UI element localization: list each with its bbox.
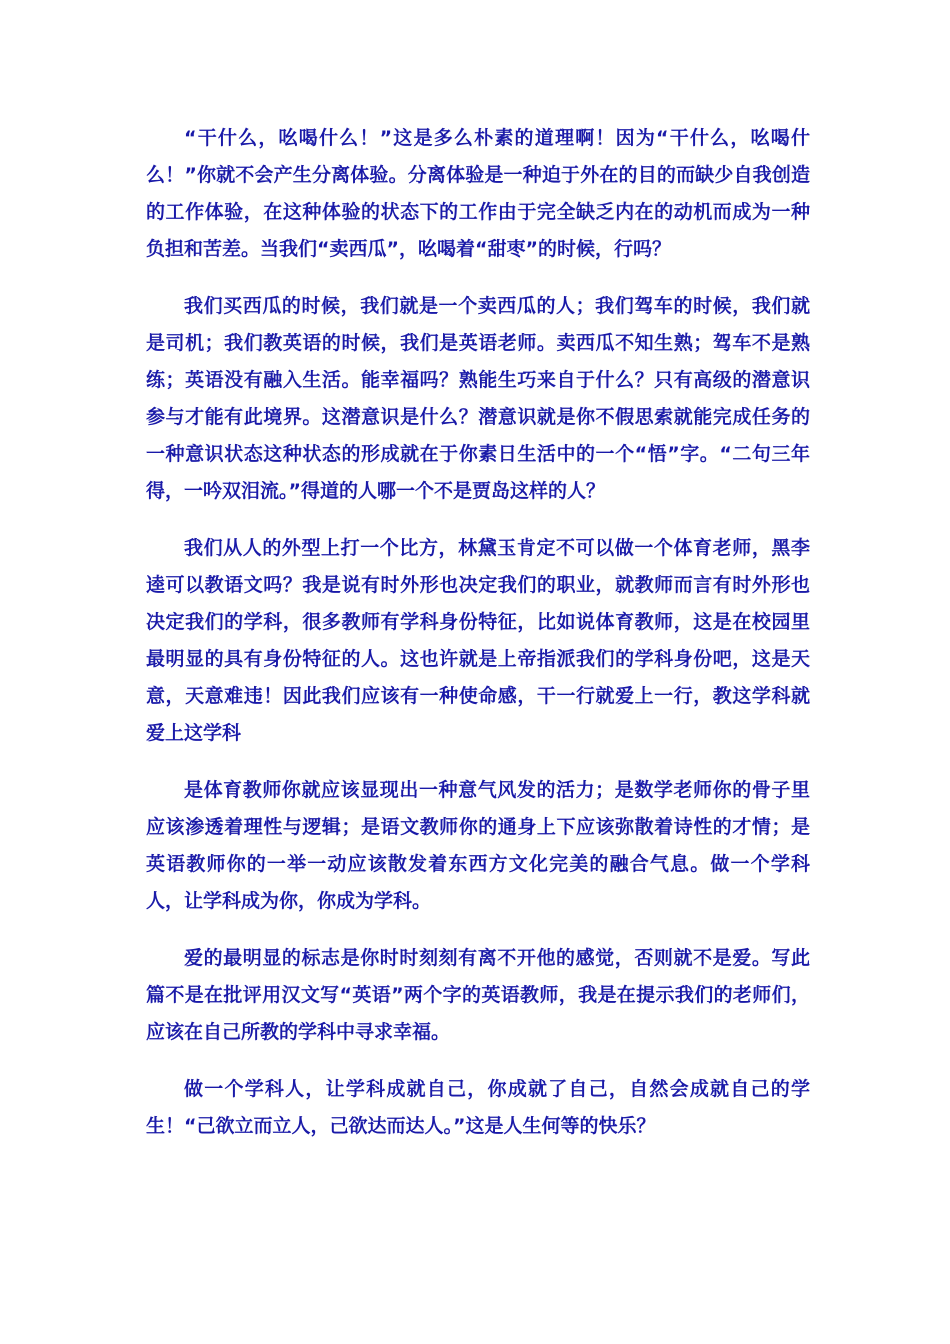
paragraph-4: 是体育教师你就应该显现出一种意气风发的活力；是数学老师你的骨子里应该渗透着理性与逻辑；是语文教师你的通身上下应该弥散着诗性的才情；是英语教师你的一举一动应该散发着东西方文化完美的融合气息。做一个学科人，让学科成为你，你成为学科。 — [146, 779, 810, 912]
paragraph-6: 做一个学科人，让学科成就自己，你成就了自己，自然会成就自己的学生！“己欲立而立人，己欲达而达人。”这是人生何等的快乐？ — [146, 1078, 810, 1137]
paragraph-2: 我们买西瓜的时候，我们就是一个卖西瓜的人；我们驾车的时候，我们就是司机；我们教英语的时候，我们是英语老师。卖西瓜不知生熟；驾车不是熟练；英语没有融入生活。能幸福吗？熟能生巧来自于什么？只有高级的潜意识参与才能有此境界。这潜意识是什么？潜意识就是你不假思索就能完成任务的一种意识状态这种状态的形成就在于你素日生活中的一个“悟”字。“二句三年得，一吟双泪流。”得道的人哪一个不是贾岛这样的人？ — [146, 295, 810, 502]
paragraph-1: “干什么，吆喝什么！”这是多么朴素的道理啊！因为“干什么，吆喝什么！”你就不会产生分离体验。分离体验是一种迫于外在的目的而缺少自我创造的工作体验，在这种体验的状态下的工作由于完全缺乏内在的动机而成为一种负担和苦差。当我们“卖西瓜”，吆喝着“甜枣”的时候，行吗？ — [146, 127, 810, 260]
document-body — [146, 120, 810, 1165]
paragraph-5: 爱的最明显的标志是你时时刻刻有离不开他的感觉，否则就不是爱。写此篇不是在批评用汉文写“英语”两个字的英语教师，我是在提示我们的老师们，应该在自己所教的学科中寻求幸福。 — [146, 947, 810, 1043]
paragraph-3: 我们从人的外型上打一个比方，林黛玉肯定不可以做一个体育老师，黑李逵可以教语文吗？我是说有时外形也决定我们的职业，就教师而言有时外形也决定我们的学科，很多教师有学科身份特征，比如说体育教师，这是在校园里最明显的具有身份特征的人。这也许就是上帝指派我们的学科身份吧，这是天意，天意难违！因此我们应该有一种使命感，干一行就爱上一行，教这学科就爱上这学科 — [146, 537, 810, 744]
